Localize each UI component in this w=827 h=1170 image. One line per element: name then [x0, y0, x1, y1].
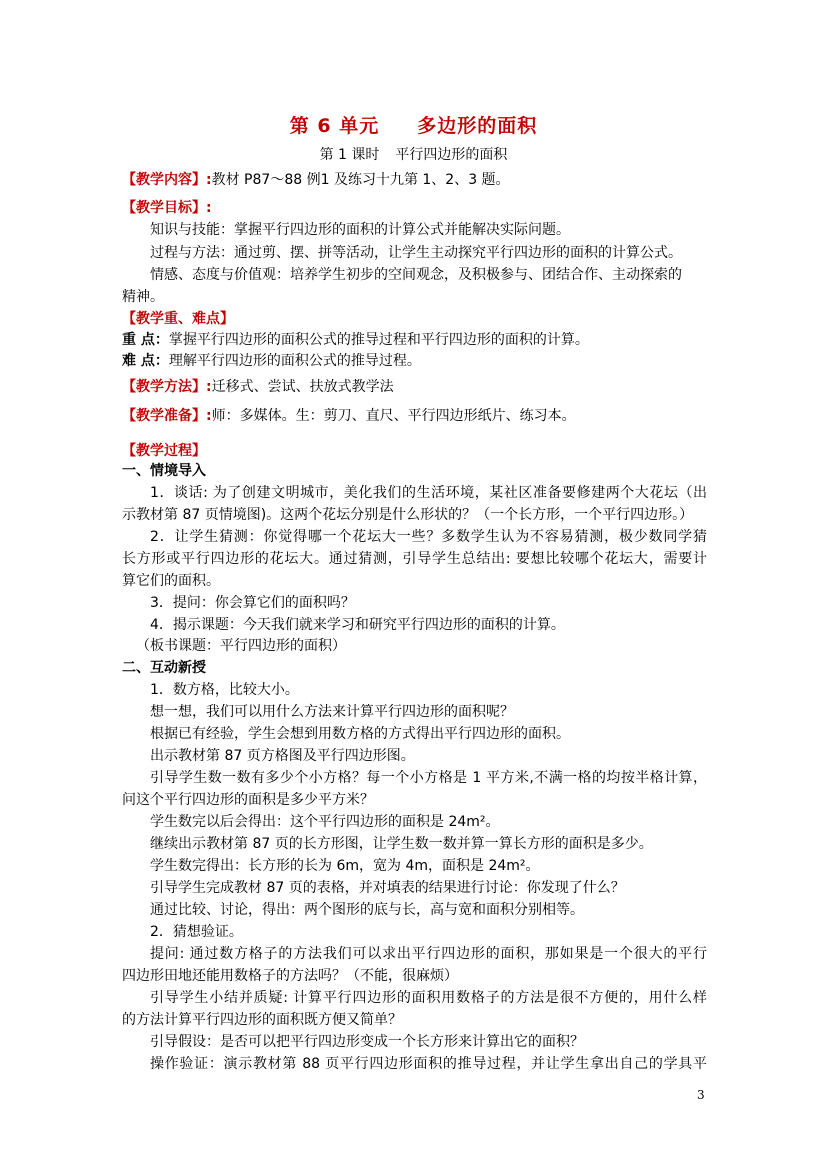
text-line	[122, 593, 355, 613]
text-line	[122, 220, 570, 240]
lesson-label: 第 1 课时	[319, 147, 380, 163]
text-line	[122, 377, 394, 397]
line-text: 学生数完得出：长方形的长为 6m，宽为 4m，面积是 24m²。	[150, 858, 540, 874]
line-text: 想一想，我们可以用什么方法来计算平行四边形的面积呢？	[150, 704, 514, 720]
text-line	[122, 198, 212, 218]
text-line	[122, 702, 514, 722]
text-line	[122, 1054, 707, 1074]
bold-heading: 一、情境导入	[122, 463, 206, 479]
bold-heading: 难 点：	[122, 353, 169, 369]
line-text: 示教材第 87 页情境图)。这两个花坛分别是什么形状的？（一个长方形，一个平行四边形。）	[122, 507, 694, 523]
text-line	[122, 988, 707, 1008]
text-line	[122, 680, 299, 700]
line-text: 3．提问：你会算它们的面积吗？	[150, 595, 355, 611]
text-line	[122, 878, 625, 898]
section-heading: 【教学重、难点】	[122, 311, 234, 327]
text-line	[122, 265, 682, 285]
text-line	[122, 966, 458, 986]
line-text: 引导学生完成教材 87 页的表格，并对填表的结果进行讨论：你发现了什么？	[150, 880, 625, 896]
text-line	[122, 351, 421, 371]
text-line	[122, 441, 206, 461]
line-text: 出示教材第 87 页方格图及平行四边形图。	[150, 748, 415, 764]
line-text: 2．让学生猜测：你觉得哪一个花坛大一些？多数学生认为不容易猜测，极少数同学猜	[150, 529, 707, 545]
text-line	[122, 615, 565, 635]
text-line	[122, 922, 243, 942]
line-text: 的方法计算平行四边形的面积既方便又简单？	[122, 1012, 402, 1028]
text-line	[122, 483, 707, 503]
line-text: 引导学生数一数有多少个小方格？每一个小方格是 1 平方米,不满一格的均按半格计算，	[150, 770, 707, 786]
line-text: 情感、态度与价值观：培养学生初步的空间观念，及积极参与、团结合作、主动探索的	[150, 267, 682, 283]
line-text: 迁移式、尝试、扶放式教学法	[211, 379, 394, 395]
unit-name: 多边形的面积	[417, 115, 538, 137]
section-heading: 【教学准备】:	[122, 408, 212, 424]
section-heading: 【教学内容】:	[122, 172, 212, 188]
line-text: 知识与技能：掌握平行四边形的面积的计算公式并能解决实际问题。	[150, 222, 570, 238]
text-line	[122, 658, 206, 678]
line-text: 4．揭示课题：今天我们就来学习和研究平行四边形的面积的计算。	[150, 617, 565, 633]
text-line	[122, 287, 164, 307]
line-text: 师：多媒体。生：剪刀、直尺、平行四边形纸片、练习本。	[211, 408, 576, 424]
lesson-subtitle	[0, 144, 827, 164]
line-text: 引导学生小结并质疑: 计算平行四边形的面积用数格子的方法是很不方便的，用什么样	[150, 990, 707, 1006]
line-text: 1．谈话: 为了创建文明城市，美化我们的生活环境，某社区准备要修建两个大花坛（出	[150, 485, 707, 501]
text-line	[122, 549, 707, 569]
line-text: 算它们的面积。	[122, 573, 220, 589]
line-text: 四边形田地还能用数格子的方法吗？（不能，很麻烦）	[122, 968, 458, 984]
section-heading: 【教学目标】:	[122, 200, 212, 216]
text-line	[122, 900, 584, 920]
section-heading: 【教学过程】	[122, 443, 206, 459]
text-line	[122, 812, 500, 832]
line-text: 精神。	[122, 289, 164, 305]
text-line	[122, 527, 707, 547]
text-line	[122, 461, 206, 481]
text-line	[122, 505, 693, 525]
line-text: 教材 P87～88 例1 及练习十九第 1、2、3 题。	[211, 172, 510, 188]
page-number: 3	[697, 1088, 705, 1102]
text-line	[122, 856, 540, 876]
text-line	[122, 746, 415, 766]
line-text: 继续出示教材第 87 页的长方形图，让学生数一数并算一算长方形的面积是多少。	[150, 836, 653, 852]
text-line	[122, 1032, 584, 1052]
line-text: 引导假设：是否可以把平行四边形变成一个长方形来计算出它的面积？	[150, 1034, 584, 1050]
unit-label: 第 6 单元	[289, 115, 380, 137]
line-text: 学生数完以后会得出：这个平行四边形的面积是 24m²。	[150, 814, 500, 830]
text-line	[122, 1010, 402, 1030]
text-line	[122, 170, 510, 190]
line-text: 操作验证：演示教材第 88 页平行四边形面积的推导过程，并让学生拿出自己的学具平	[150, 1056, 707, 1072]
text-line	[122, 834, 653, 854]
text-line	[122, 768, 707, 788]
line-text: 过程与方法：通过剪、摆、拼等活动，让学生主动探究平行四边形的面积的计算公式。	[150, 245, 682, 261]
text-line	[122, 636, 346, 656]
line-text: 提问: 通过数方格子的方法我们可以求出平行四边形的面积，那如果是一个很大的平行	[150, 946, 707, 962]
text-line	[122, 571, 220, 591]
text-line	[122, 243, 682, 263]
section-heading: 【教学方法】:	[122, 379, 212, 395]
lesson-name: 平行四边形的面积	[395, 147, 508, 163]
text-line	[122, 790, 374, 810]
text-line	[122, 330, 589, 350]
line-text: 根据已有经验，学生会想到用数方格的方式得出平行四边形的面积。	[150, 726, 570, 742]
line-text: 2．猜想验证。	[150, 924, 243, 940]
line-text: 长方形或平行四边形的花坛大。通过猜测，引导学生总结出: 要想比较哪个花坛大，需要计	[122, 551, 707, 567]
text-line	[122, 406, 576, 426]
line-text: （板书课题：平行四边形的面积）	[136, 638, 346, 654]
text-line	[122, 724, 570, 744]
line-text: 理解平行四边形的面积公式的推导过程。	[168, 353, 421, 369]
line-text: 通过比较、讨论，得出：两个图形的底与长，高与宽和面积分别相等。	[150, 902, 584, 918]
text-line	[122, 309, 234, 329]
text-line	[122, 944, 707, 964]
page-title	[0, 111, 827, 138]
bold-heading: 重 点：	[122, 332, 169, 348]
line-text: 问这个平行四边形的面积是多少平方米？	[122, 792, 374, 808]
line-text: 掌握平行四边形的面积公式的推导过程和平行四边形的面积的计算。	[168, 332, 589, 348]
bold-heading: 二、互动新授	[122, 660, 206, 676]
line-text: 1．数方格，比较大小。	[150, 682, 299, 698]
